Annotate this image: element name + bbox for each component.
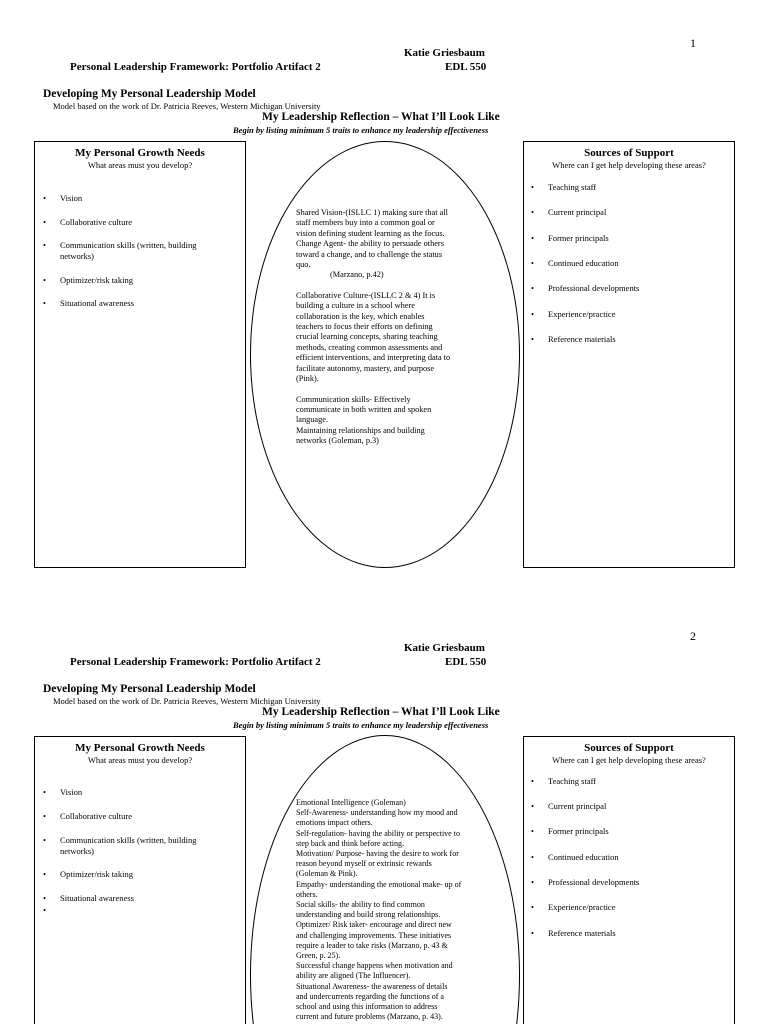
list-item: • Professional developments [531, 877, 640, 887]
reflection-title: My Leadership Reflection – What I’ll Look Like [262, 111, 500, 123]
course-code: EDL 550 [445, 61, 487, 73]
text-line: reason beyond myself or extrinsic rewards [296, 859, 432, 869]
author-name: Katie Griesbaum [404, 642, 485, 654]
list-item: • Current principal [531, 801, 607, 811]
text-line: school and using this information to address [296, 1002, 438, 1012]
text-line: Self-Awareness- understanding how my mood and [296, 808, 458, 818]
list-item: • Former principals [531, 826, 609, 836]
model-subtitle: Model based on the work of Dr. Patricia Reeves, Western Michigan University [53, 696, 321, 706]
reflection-ellipse-text [296, 798, 491, 1022]
growth-needs-box [34, 736, 246, 1024]
framework-title: Personal Leadership Framework: Portfolio Artifact 2 [70, 656, 321, 668]
collaborative-culture-paragraph: Collaborative Culture-(ISLLC 2 & 4) It is building a culture in a school where collaboration is the key, which enables teachers to focus their efforts on defining crucial learning concepts, sharing teaching methods, creating common assessments and efficient interventions, and interpreting data to facilitate autonomy, mastery, and purpose (Pink). [296, 290, 451, 384]
list-item: • Collaborative culture [43, 217, 132, 227]
text-line: Green, p. 25). [296, 951, 341, 961]
list-item: • Professional developments [531, 283, 640, 293]
list-item: • Experience/practice [531, 309, 616, 319]
list-item: • Experience/practice [531, 902, 616, 912]
text-line: (Goleman & Pink). [296, 869, 358, 879]
text-line: and undercurrents regarding the functions of a [296, 991, 444, 1001]
list-item: • Continued education [531, 258, 619, 268]
list-item-continued: networks) [60, 846, 94, 856]
framework-title: Personal Leadership Framework: Portfolio Artifact 2 [70, 61, 321, 73]
page-number: 2 [690, 629, 696, 643]
model-title: Developing My Personal Leadership Model [43, 88, 256, 100]
list-item: • Situational awareness [43, 298, 134, 308]
text-line: Situational Awareness- the awareness of details [296, 981, 448, 991]
list-item: • Former principals [531, 233, 609, 243]
sources-support-title: Sources of Support [584, 147, 674, 159]
text-line: Emotional Intelligence (Goleman) [296, 798, 406, 807]
reflection-title: My Leadership Reflection – What I’ll Look Like [262, 706, 500, 718]
text-line: emotions impact others. [296, 818, 373, 828]
sources-support-box [523, 141, 735, 568]
sources-support-subtitle: Where can I get help developing these areas? [552, 755, 706, 765]
list-item: • Reference materials [531, 928, 616, 938]
list-item: • Optimizer/risk taking [43, 869, 133, 879]
list-item: • Teaching staff [531, 776, 597, 786]
list-item: • Optimizer/risk taking [43, 275, 133, 285]
growth-needs-title: My Personal Growth Needs [75, 742, 205, 754]
text-line: Successful change happens when motivation and [296, 961, 453, 971]
list-item: • Current principal [531, 207, 607, 217]
text-line: Motivation/ Purpose- having the desire to work for [296, 849, 459, 859]
text-line: require a leader to take risks (Marzano, p. 43 & [296, 940, 448, 950]
text-line: Self-regulation- having the ability or perspective to [296, 828, 460, 838]
text-line: Empathy- understanding the emotional make- up of [296, 879, 462, 889]
list-item: • Teaching staff [531, 182, 597, 192]
list-item-continued: networks) [60, 251, 94, 261]
text-line: understanding and build strong relationships. [296, 910, 441, 920]
page-number: 1 [690, 36, 696, 50]
text-line: others. [296, 889, 318, 899]
author-name: Katie Griesbaum [404, 47, 485, 59]
model-title: Developing My Personal Leadership Model [43, 683, 256, 695]
list-item: • Communication skills (written, building [43, 835, 197, 845]
document-page-2: 2 Katie Griesbaum Personal Leadership Framework: Portfolio Artifact 2 EDL 550 Developing My Personal Leadership Model Model based on the work of Dr. Patricia Reeves, Western Michigan University My Leadership Reflection – What I’ll Look Like Begin by listing minimum 5 traits to enhance my leadership effectiveness My Personal Growth Needs What areas must you develop? • Vision • Collaborative culture • Communication skills (written, building networks) • Optimizer/risk taking • Situational awareness • Sources of Support Where can I get help developing these areas? • Teaching staff • Current principal • Former principals • Continued education • Professional developments • Experience/practice • Reference materials Emotional Intelligence (Goleman) Self-Awareness- understanding how my mood and emotions impact others. Self-regulation- having the ability or perspective to step back and think before acting. Motivation/ Purpose- having the desire to work for reason beyond myself or extrinsic rewards (Goleman & Pink). Empathy- understanding the emotional make- up of others. Social skills- the ability to find common understanding and build strong relationships. Optimizer/ Risk taker- encourage and direct new and challenging improvements. These initiatives require a leader to take risks (Marzano, p. 43 & Green, p. 25). Successful change happens when motivation and ability are aligned (The Influencer). Situational Awareness- the awareness of details and undercurrents regarding the functions of a school and using this information to address current and future problems (Marzano, p. 43). [0, 595, 768, 1024]
text-line: ability are aligned (The Influencer). [296, 971, 411, 981]
text-line: and challenging improvements. These initiatives [296, 930, 452, 940]
sources-support-subtitle: Where can I get help developing these areas? [552, 160, 706, 170]
list-item: • Situational awareness [43, 893, 134, 903]
reflection-ellipse-text [296, 208, 486, 447]
list-item: • Vision [43, 787, 83, 797]
text-line: Social skills- the ability to find common [296, 900, 425, 910]
course-code: EDL 550 [445, 656, 487, 668]
emotional-intelligence-text [296, 798, 491, 1022]
model-subtitle: Model based on the work of Dr. Patricia Reeves, Western Michigan University [53, 101, 321, 111]
communication-skills-paragraph: Communication skills- Effectively communicate in both written and spoken language. Maintaining relationships and building networks (Goleman, p.3) [296, 394, 432, 446]
list-item: • Reference materials [531, 334, 616, 344]
sources-support-title: Sources of Support [584, 742, 674, 754]
text-line: Optimizer/ Risk taker- encourage and direct new [296, 920, 452, 930]
shared-vision-paragraph: Shared Vision-(ISLLC 1) making sure that all staff members buy into a common goal or vision defining student learning as the focus. Change Agent- the ability to persuade others toward a change, and to challenge the status quo. (Marzano, p.42) [296, 208, 448, 280]
growth-needs-subtitle: What areas must you develop? [87, 755, 193, 765]
list-item: • Communication skills (written, building [43, 240, 197, 250]
list-item: • Continued education [531, 852, 619, 862]
text-line: current and future problems (Marzano, p. 43). [296, 1012, 443, 1022]
list-item: • Vision [43, 193, 83, 203]
instruction-text: Begin by listing minimum 5 traits to enhance my leadership effectiveness [233, 720, 489, 730]
growth-needs-box [34, 141, 246, 568]
growth-needs-subtitle: What areas must you develop? [87, 160, 193, 170]
list-item: • Collaborative culture [43, 811, 132, 821]
text-line: step back and think before acting. [296, 838, 404, 848]
instruction-text: Begin by listing minimum 5 traits to enhance my leadership effectiveness [233, 125, 489, 135]
growth-needs-title: My Personal Growth Needs [75, 147, 205, 159]
